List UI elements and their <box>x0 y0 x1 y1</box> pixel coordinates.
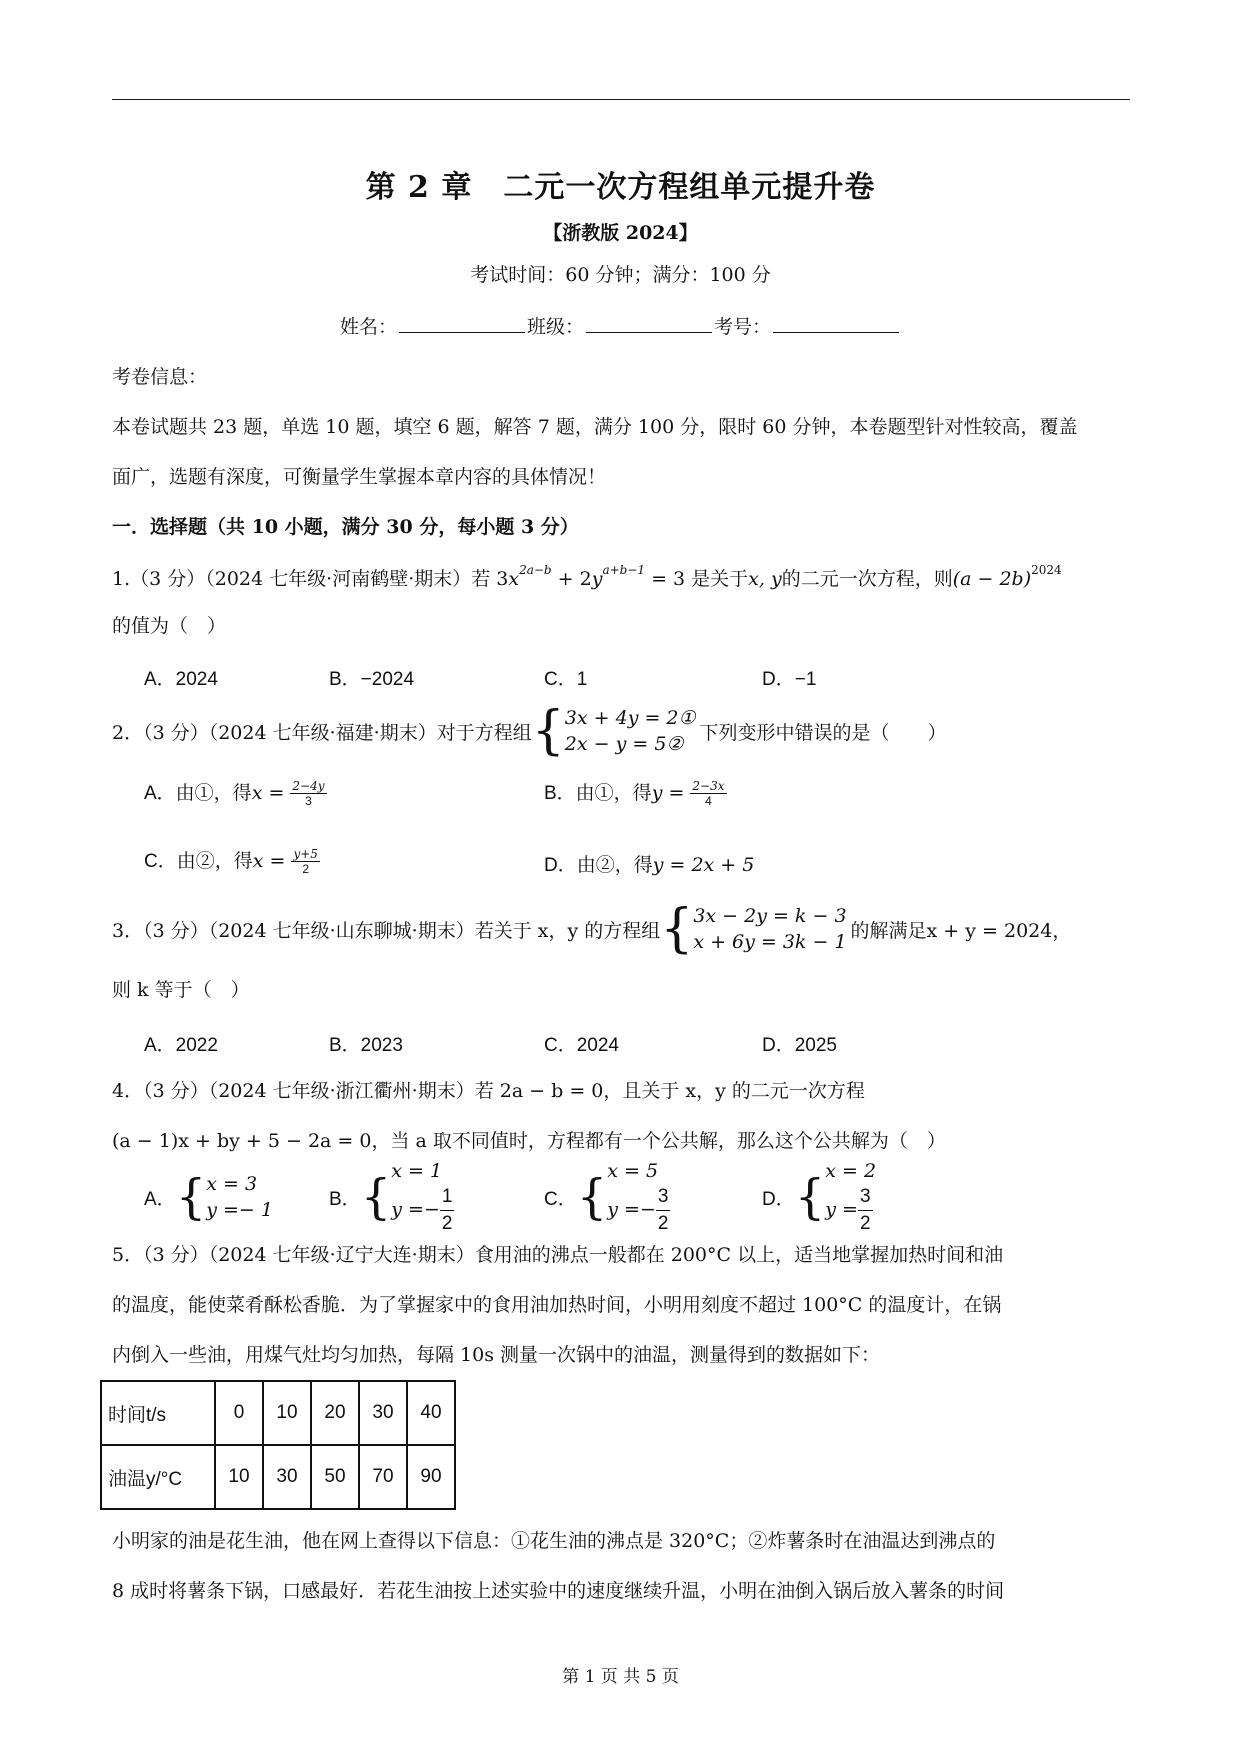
edition-label: 【浙教版 2024】 <box>543 222 698 244</box>
q1-option-a[interactable]: A．2024 <box>144 669 218 690</box>
info-line-1: 本卷试题共 23 题，单选 10 题，填空 6 题，解答 7 题，满分 100 分，限时 60 分钟，本卷题型针对性较高，覆盖 <box>112 416 1078 438</box>
left-brace: { <box>531 701 565 761</box>
table-cell: 10 <box>263 1381 311 1445</box>
q1-option-d[interactable]: D．−1 <box>762 669 817 690</box>
name-label: 姓名： <box>339 316 397 338</box>
question-3-stem-2: 则 k 等于（ ） <box>112 979 250 1001</box>
data-table <box>100 1380 456 1510</box>
question-4-stem: 4．（3 分）（2024 七年级·浙江衢州·期末）若 2a − b = 0，且关于 x，y 的二元一次方程 <box>112 1080 865 1102</box>
q1-option-b[interactable]: B．−2024 <box>329 669 415 690</box>
page-footer: 第 1 页 共 5 页 <box>562 1667 679 1687</box>
q3-option-d[interactable]: D．2025 <box>762 1035 837 1056</box>
left-brace: { <box>360 1169 392 1225</box>
question-5-stem-4: 小明家的油是花生油，他在网上查得以下信息：①花生油的沸点是 320°C；②炸薯条时在油温达到沸点的 <box>112 1530 996 1552</box>
q3-option-b[interactable]: B．2023 <box>329 1035 403 1056</box>
table-cell: 30 <box>263 1445 311 1509</box>
left-brace: { <box>175 1169 207 1225</box>
equation-system: 3x − 2y = k − 3 x + 6y = 3k − 1 <box>693 905 847 953</box>
table-cell: 40 <box>407 1381 455 1445</box>
exam-time-info: 考试时间：60 分钟；满分：100 分 <box>470 264 771 286</box>
left-brace: { <box>576 1169 608 1225</box>
table-row <box>101 1445 455 1509</box>
q4-option-a[interactable]: A． { x = 3 y =− 1 <box>144 1169 273 1225</box>
page-title: 第 2 章 二元一次方程组单元提升卷 <box>365 170 876 205</box>
student-info-row <box>0 312 1241 339</box>
question-1-stem: 1.（3 分）（2024 七年级·河南鹤壁·期末）若 $3x^{2a-b} + 2y^{a+b-1} = 3$ 是关于x, y的二元一次方程，则$(a - 2b)^{2024}$ <box>112 563 1062 590</box>
table-cell: 70 <box>359 1445 407 1509</box>
q3-option-c[interactable]: C．2024 <box>544 1035 619 1056</box>
table-cell: 20 <box>311 1381 359 1445</box>
number-field[interactable] <box>773 314 899 333</box>
left-brace: { <box>794 1169 826 1225</box>
question-3-stem: 3．（3 分）（2024 七年级·山东聊城·期末）若关于 x，y 的方程组 { 3x − 2y = k − 3 x + 6y = 3k − 1 的解满足x + y = 2024， <box>112 899 1072 959</box>
name-field[interactable] <box>399 314 525 333</box>
class-field[interactable] <box>586 314 712 333</box>
question-5-stem-2: 的温度，能使菜肴酥松香脆．为了掌握家中的食用油加热时间，小明用刻度不超过 100°C 的温度计，在锅 <box>112 1294 1002 1316</box>
question-5-stem-3: 内倒入一些油，用煤气灶均匀加热，每隔 10s 测量一次锅中的油温，测量得到的数据如下： <box>112 1344 881 1366</box>
q2-option-a[interactable]: A．由①，得x = $\frac{2-4y}{3}$ <box>144 779 325 809</box>
q1-option-c[interactable]: C．1 <box>544 669 588 690</box>
table-cell: 10 <box>215 1445 263 1509</box>
q4-option-b[interactable]: B． { x = 1 y =− $\frac{1}{2}$ <box>329 1159 453 1234</box>
section-heading: 一．选择题（共 10 小题，满分 30 分，每小题 3 分） <box>112 516 579 538</box>
question-4-stem-2: (a − 1)x + by + 5 − 2a = 0，当 a 取不同值时，方程都有一个公共解，那么这个公共解为（ ） <box>112 1130 946 1152</box>
question-5-stem-5: 8 成时将薯条下锅，口感最好．若花生油按上述实验中的速度继续升温，小明在油倒入锅后放入薯条的时间 <box>112 1580 1005 1602</box>
equation-system: 3x + 4y = 2① 2x − y = 5② <box>564 707 696 755</box>
table-cell: 50 <box>311 1445 359 1509</box>
q3-option-a[interactable]: A．2022 <box>144 1035 218 1056</box>
q2-option-d[interactable]: D．由②，得y = 2x + 5 <box>544 854 755 876</box>
table-cell: 90 <box>407 1445 455 1509</box>
table-cell: 0 <box>215 1381 263 1445</box>
info-heading: 考卷信息： <box>112 366 208 388</box>
top-rule <box>112 99 1130 100</box>
question-5-stem-1: 5．（3 分）（2024 七年级·辽宁大连·期末）食用油的沸点一般都在 200°C 以上，适当地掌握加热时间和油 <box>112 1244 1004 1266</box>
table-row <box>101 1381 455 1445</box>
left-brace: { <box>660 899 694 959</box>
q2-option-c[interactable]: C．由②，得x = $\frac{y+5}{2}$ <box>144 847 318 877</box>
q2-option-b[interactable]: B．由①，得y = $\frac{2-3x}{4}$ <box>544 779 725 809</box>
class-label: 班级： <box>526 316 584 338</box>
q4-option-d[interactable]: D． { x = 2 y = $\frac{3}{2}$ <box>762 1159 877 1234</box>
table-cell: 油温y/°C <box>101 1445 215 1509</box>
info-line-2: 面广，选题有深度，可衡量学生掌握本章内容的具体情况！ <box>112 466 607 488</box>
q4-option-c[interactable]: C． { x = 5 y =− $\frac{3}{2}$ <box>544 1159 669 1234</box>
number-label: 考号： <box>714 316 772 338</box>
question-1-stem-2: 的值为（ ） <box>112 615 227 637</box>
table-cell: 时间t/s <box>101 1381 215 1445</box>
table-cell: 30 <box>359 1381 407 1445</box>
question-2-stem: 2．（3 分）（2024 七年级·福建·期末）对于方程组 { 3x + 4y = 2① 2x − y = 5② 下列变形中错误的是（ ） <box>112 701 947 761</box>
